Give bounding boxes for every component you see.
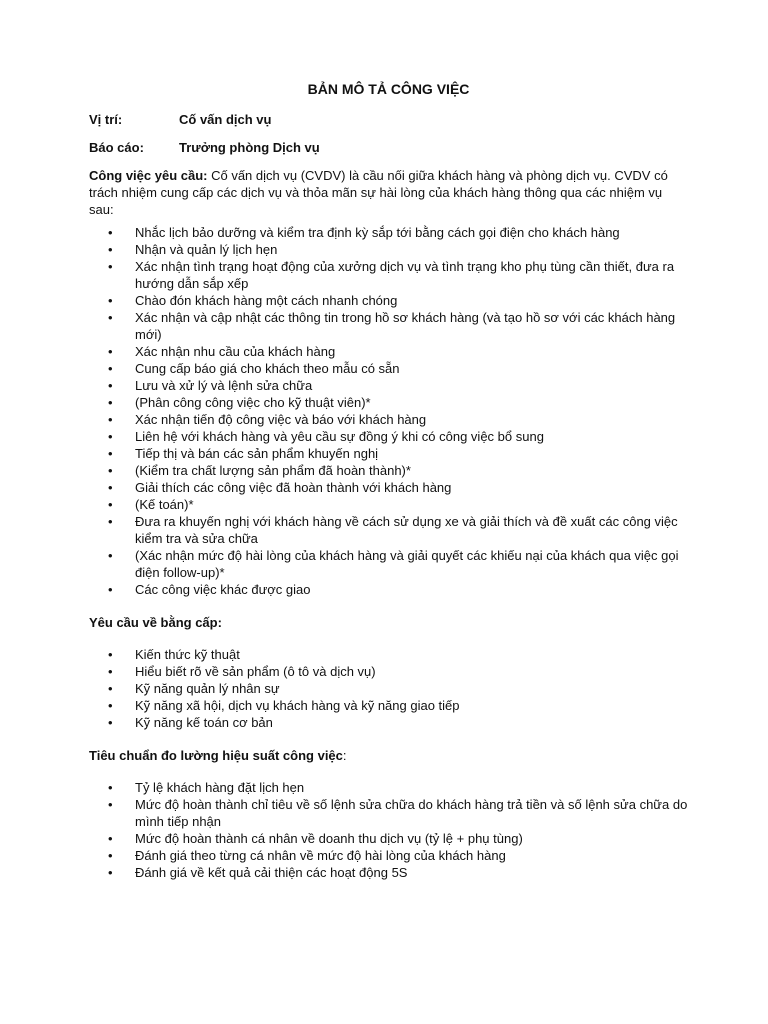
list-item: • Nhắc lịch bảo dưỡng và kiểm tra định kỳ sắp tới bằng cách gọi điện cho khách hàng <box>135 224 688 241</box>
list-item: • Xác nhận tình trạng hoạt động của xưởng dịch vụ và tình trạng kho phụ tùng cần thiết, đưa ra hướng dẫn sắp xếp <box>135 258 688 292</box>
list-item: • (Phân công công việc cho kỹ thuật viên)* <box>135 394 688 411</box>
performance-list <box>89 779 688 881</box>
list-item: • Kỹ năng xã hội, dịch vụ khách hàng và kỹ năng giao tiếp <box>135 697 688 714</box>
list-item: • Xác nhận nhu cầu của khách hàng <box>135 343 688 360</box>
list-item: • Xác nhận tiến độ công việc và báo với khách hàng <box>135 411 688 428</box>
job-requirements-text: Cố vấn dịch vụ (CVDV) là cầu nối giữa khách hàng và phòng dịch vụ. CVDV có trách nhiệm cung cấp các dịch vụ và thỏa mãn sự hài lòng của khách hàng thông qua các nhiệm vụ sau: <box>89 168 668 217</box>
list-item: • Mức độ hoàn thành chỉ tiêu về số lệnh sửa chữa do khách hàng trả tiền và số lệnh sửa chữa do mình tiếp nhận <box>135 796 688 830</box>
list-item: • (Kiểm tra chất lượng sản phẩm đã hoàn thành)* <box>135 462 688 479</box>
list-item: • Kỹ năng kế toán cơ bản <box>135 714 688 731</box>
performance-heading <box>89 747 688 764</box>
performance-heading-colon: : <box>342 748 347 763</box>
position-label: Vị trí: <box>89 112 123 127</box>
job-requirements-intro <box>89 167 688 218</box>
position-row <box>89 111 688 128</box>
list-item: • (Kế toán)* <box>135 496 688 513</box>
list-item: • Mức độ hoàn thành cá nhân về doanh thu dịch vụ (tỷ lệ + phụ tùng) <box>135 830 688 847</box>
position-value: Cố vấn dịch vụ <box>179 112 272 127</box>
reports-to-label: Báo cáo: <box>89 140 144 155</box>
list-item: • Tỷ lệ khách hàng đặt lịch hẹn <box>135 779 688 796</box>
list-item: • Đánh giá theo từng cá nhân về mức độ hài lòng của khách hàng <box>135 847 688 864</box>
performance-heading-text: Tiêu chuẩn đo lường hiệu suất công việc <box>89 748 343 763</box>
reports-to-row <box>89 139 688 156</box>
job-requirements-label: Công việc yêu cầu: <box>89 168 208 183</box>
document-title: BẢN MÔ TẢ CÔNG VIỆC <box>307 81 470 97</box>
list-item: • Tiếp thị và bán các sản phẩm khuyến nghị <box>135 445 688 462</box>
list-item: • Xác nhận và cập nhật các thông tin trong hồ sơ khách hàng (và tạo hồ sơ với các khách hàng mới) <box>135 309 688 343</box>
list-item: • Chào đón khách hàng một cách nhanh chóng <box>135 292 688 309</box>
list-item: • Kiến thức kỹ thuật <box>135 646 688 663</box>
reports-to-value: Trưởng phòng Dịch vụ <box>179 140 320 155</box>
list-item: • (Xác nhận mức độ hài lòng của khách hàng và giải quyết các khiếu nại của khách qua việc gọi điện follow-up)* <box>135 547 688 581</box>
qualifications-list <box>89 646 688 731</box>
list-item: • Các công việc khác được giao <box>135 581 688 598</box>
list-item: • Nhận và quản lý lịch hẹn <box>135 241 688 258</box>
list-item: • Cung cấp báo giá cho khách theo mẫu có sẵn <box>135 360 688 377</box>
qualifications-heading: Yêu cầu về bằng cấp: <box>89 615 222 630</box>
list-item: • Liên hệ với khách hàng và yêu cầu sự đồng ý khi có công việc bổ sung <box>135 428 688 445</box>
list-item: • Lưu và xử lý và lệnh sửa chữa <box>135 377 688 394</box>
job-requirements-list <box>89 224 688 598</box>
list-item: • Đưa ra khuyến nghị với khách hàng về cách sử dụng xe và giải thích và đề xuất các công việc kiểm tra và sửa chữa <box>135 513 688 547</box>
list-item: • Hiểu biết rõ về sản phẩm (ô tô và dịch vụ) <box>135 663 688 680</box>
list-item: • Đánh giá về kết quả cải thiện các hoạt động 5S <box>135 864 688 881</box>
list-item: • Giải thích các công việc đã hoàn thành với khách hàng <box>135 479 688 496</box>
list-item: • Kỹ năng quản lý nhân sự <box>135 680 688 697</box>
